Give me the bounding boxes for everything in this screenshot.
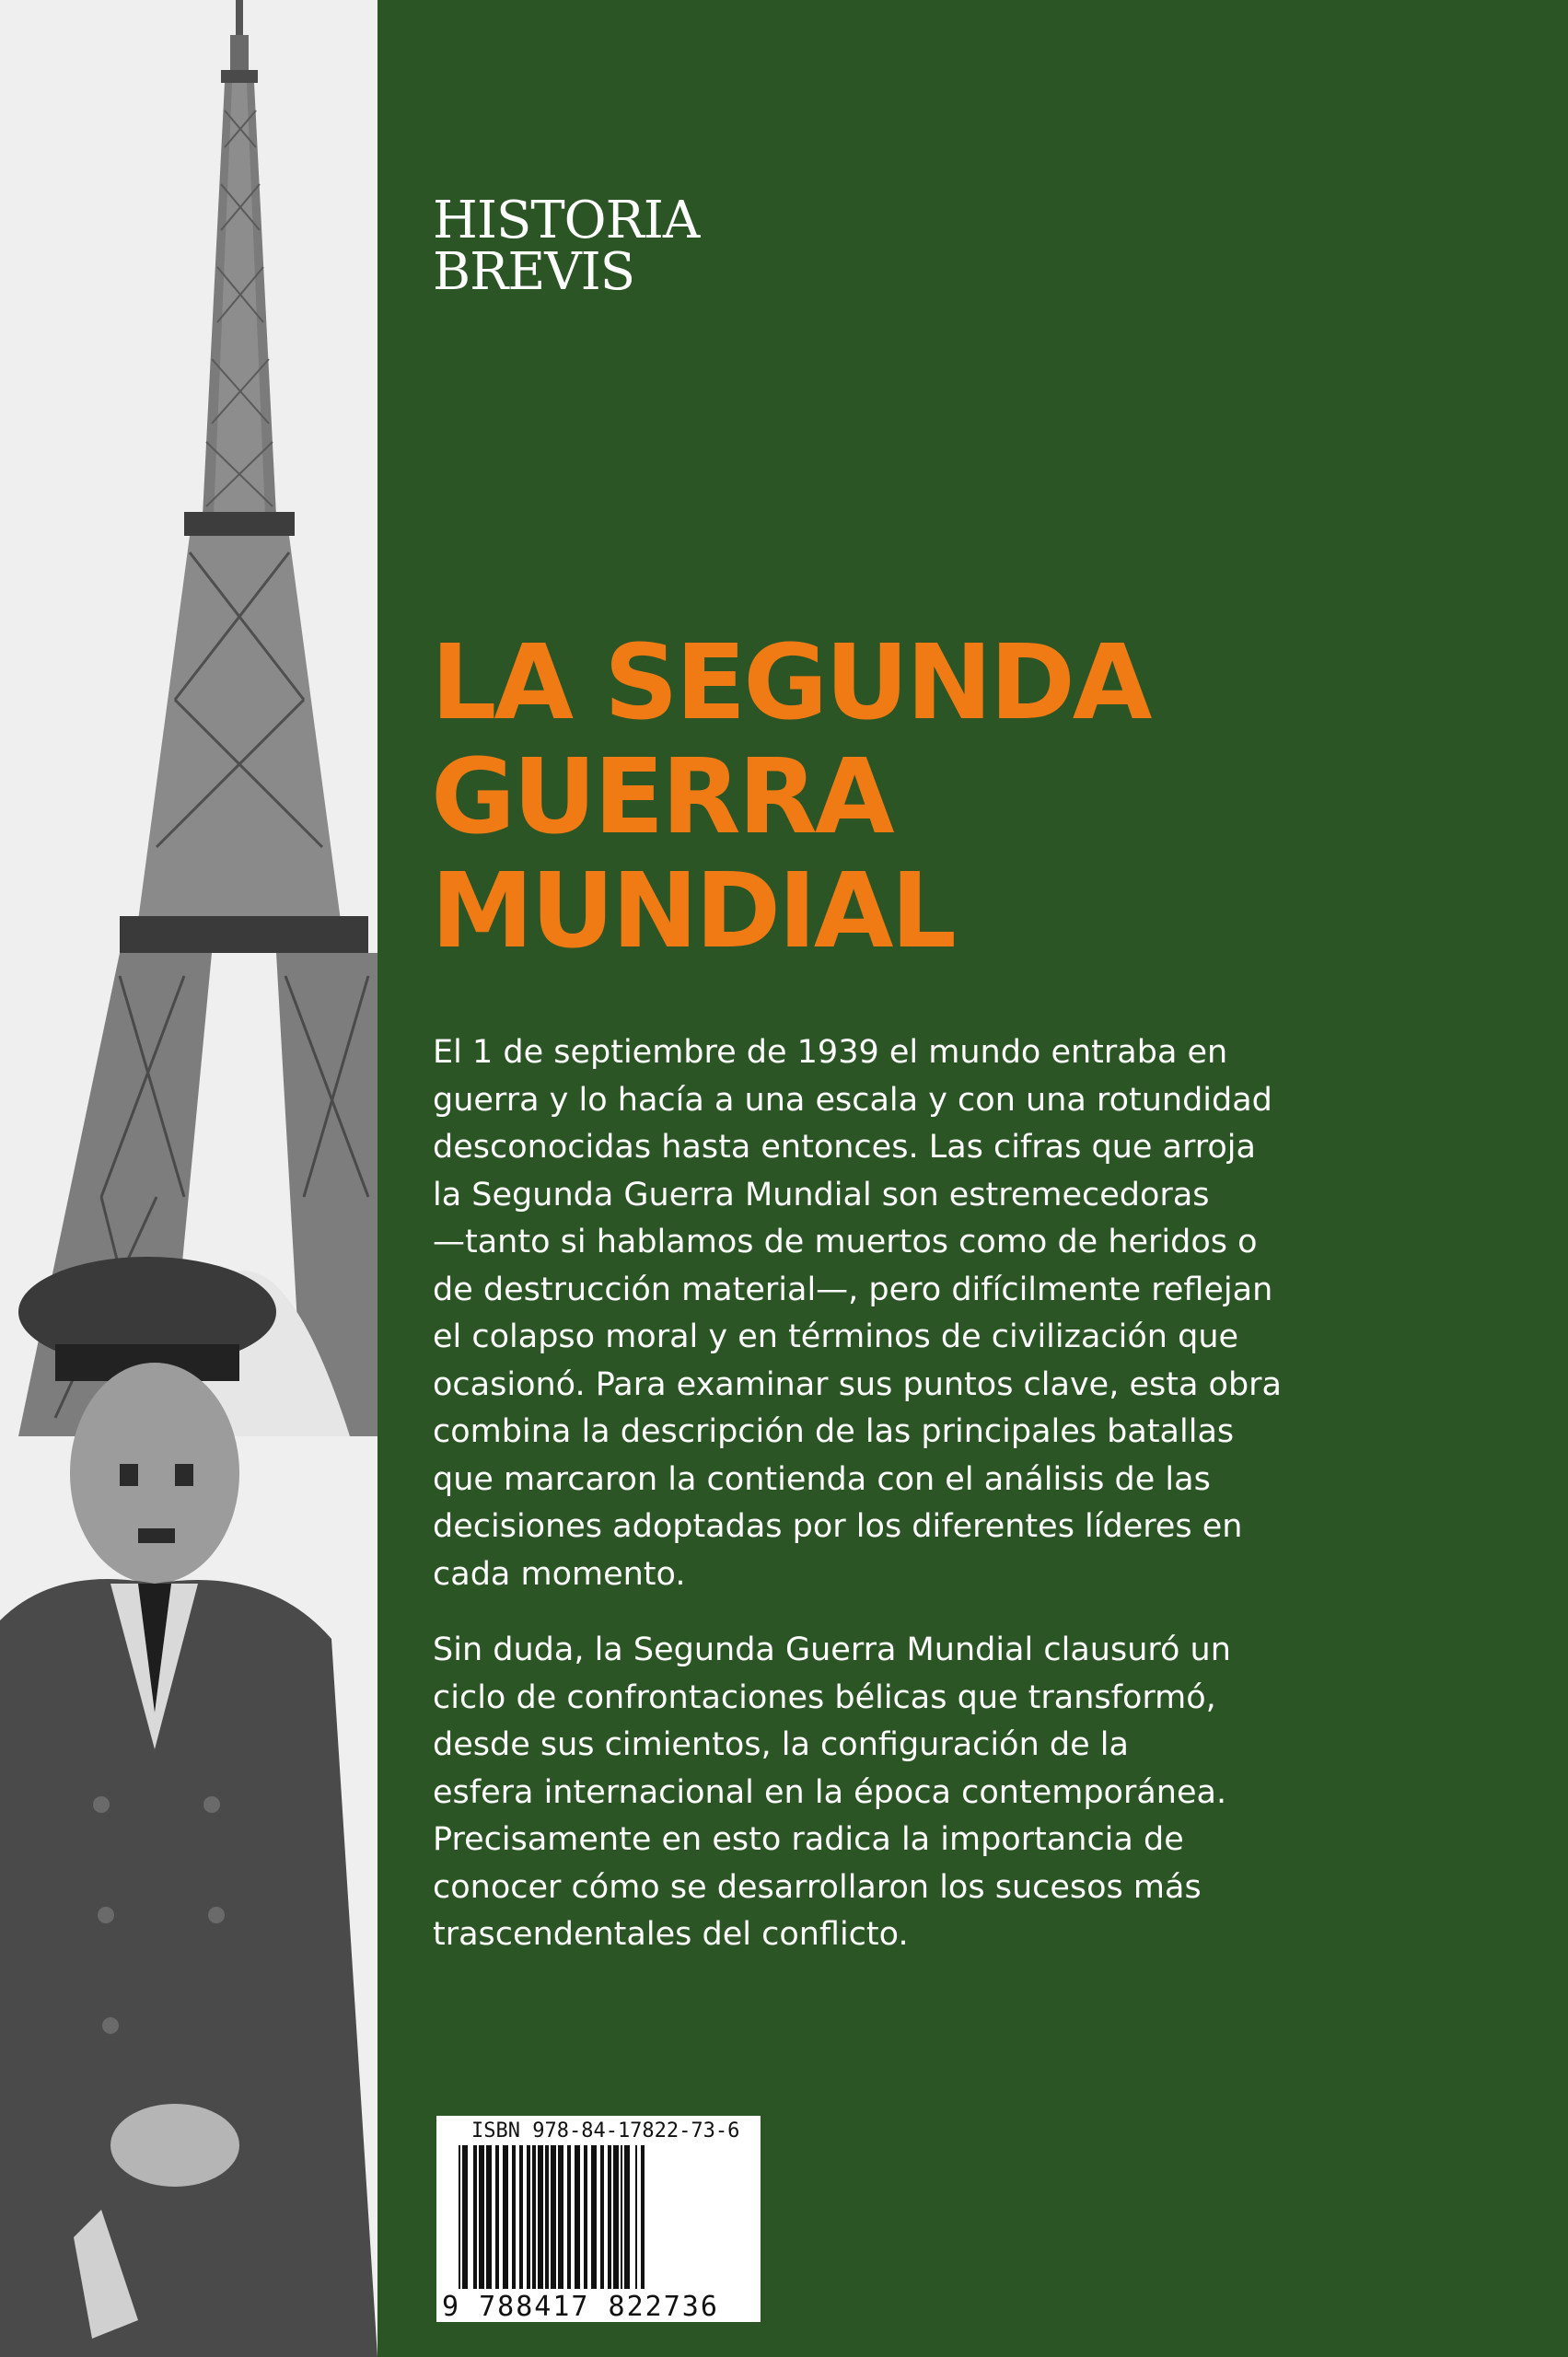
barcode-bar — [459, 2145, 460, 2289]
blurb-line: —tanto si hablamos de muertos como de heridos o — [433, 1224, 1258, 1260]
barcode-bar — [519, 2145, 523, 2289]
barcode-bar — [567, 2145, 571, 2289]
barcode-bar — [551, 2145, 556, 2289]
blurb — [433, 1029, 1482, 1959]
blurb-line: conocer cómo se desarrollaron los sucesos más — [433, 1868, 1202, 1906]
barcode-bar — [486, 2145, 492, 2289]
blurb-line: desconocidas hasta entonces. Las cifras que arroja — [433, 1129, 1256, 1166]
barcode-bar — [575, 2145, 580, 2289]
barcode-bar — [621, 2145, 622, 2289]
blurb-line: trascendentales del conflicto. — [433, 1916, 909, 1953]
barcode-bar — [473, 2145, 477, 2289]
book-title — [431, 623, 1150, 971]
blurb-line: desde sus cimientos, la configuración de la — [433, 1726, 1129, 1763]
isbn-label: ISBN 978-84-17822-73-6 — [471, 2119, 740, 2142]
blurb-line: cada momento. — [433, 1555, 686, 1593]
blurb-line: ocasionó. Para examinar sus puntos clave, esta obra — [433, 1365, 1282, 1403]
barcode-bars — [455, 2145, 742, 2289]
blurb-line: decisiones adoptadas por los diferentes líderes en — [433, 1508, 1243, 1545]
title-line-2: GUERRA — [431, 737, 892, 857]
barcode-bar — [624, 2145, 630, 2289]
barcode-bar — [613, 2145, 619, 2289]
blurb-line: guerra y lo hacía a una escala y con una rotundidad — [433, 1081, 1272, 1119]
blurb-line: la Segunda Guerra Mundial son estremecedoras — [433, 1176, 1210, 1213]
barcode-bar — [512, 2145, 516, 2289]
barcode-bar — [503, 2145, 508, 2289]
barcode-bar — [532, 2145, 536, 2289]
series-line-2: BREVIS — [433, 242, 635, 302]
blurb-line: ciclo de confrontaciones bélicas que transformó, — [433, 1678, 1216, 1716]
blurb-line: Precisamente en esto radica la importancia de — [433, 1821, 1184, 1858]
barcode-bar — [635, 2145, 637, 2289]
barcode-bar — [495, 2145, 499, 2289]
blurb-line: combina la descripción de las principales batallas — [433, 1413, 1235, 1450]
title-line-3: MUNDIAL — [431, 852, 954, 971]
cover-photo — [0, 0, 377, 2357]
barcode-bar — [538, 2145, 543, 2289]
barcode-bar — [600, 2145, 604, 2289]
blurb-line: esfera internacional en la época contemporánea. — [433, 1773, 1227, 1811]
blurb-paragraph-2 — [433, 1627, 1482, 1959]
isbn-barcode — [436, 2116, 761, 2322]
series-line-1: HISTORIA — [433, 191, 700, 250]
barcode-bar — [608, 2145, 611, 2289]
barcode-bar — [462, 2145, 468, 2289]
blurb-line: que marcaron la contienda con el análisis de las — [433, 1460, 1211, 1498]
isbn-digits: 9 788417 822736 — [442, 2291, 719, 2323]
title-line-1: LA SEGUNDA — [431, 623, 1150, 743]
barcode-bar — [584, 2145, 587, 2289]
blurb-line: El 1 de septiembre de 1939 el mundo entraba en — [433, 1034, 1228, 1071]
blurb-line: de destrucción material—, pero difícilmente reflejan — [433, 1271, 1273, 1308]
barcode-bar — [591, 2145, 597, 2289]
blurb-line: Sin duda, la Segunda Guerra Mundial clausuró un — [433, 1631, 1231, 1668]
blurb-paragraph-1 — [433, 1029, 1482, 1598]
barcode-bar — [558, 2145, 563, 2289]
barcode-bar — [641, 2145, 645, 2289]
barcode-bar — [545, 2145, 549, 2289]
series-name — [433, 191, 700, 302]
barcode-bar — [479, 2145, 484, 2289]
blurb-line: el colapso moral y en términos de civilización que — [433, 1318, 1239, 1355]
barcode-bar — [527, 2145, 530, 2289]
eiffel-tower-photo — [0, 0, 377, 2357]
